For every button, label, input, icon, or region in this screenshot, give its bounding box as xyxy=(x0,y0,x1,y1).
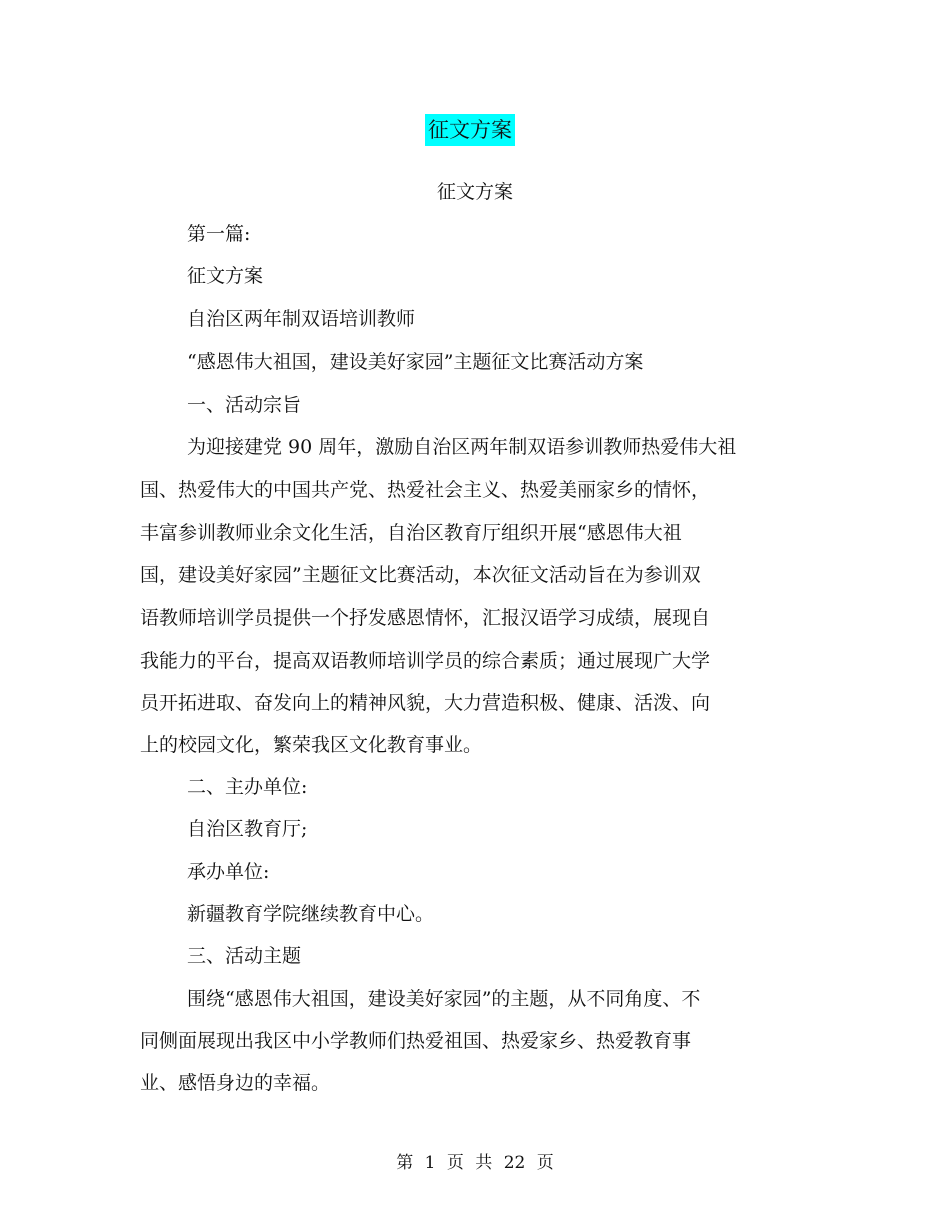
paragraph-line: 自治区两年制双语培训教师 xyxy=(187,308,416,330)
section-heading: 一、活动宗旨 xyxy=(187,394,302,416)
page-footer: 第 1 页 共 22 页 xyxy=(396,1153,554,1173)
paragraph-line: 自治区教育厅; xyxy=(187,818,308,840)
document-subtitle: 征文方案 xyxy=(436,181,513,203)
paragraph-line: 我能力的平台，提高双语教师培训学员的综合素质；通过展现广大学 xyxy=(140,650,711,672)
section-label: 第一篇: xyxy=(187,223,251,245)
section-heading: 二、主办单位: xyxy=(187,776,308,798)
paragraph-line: 承办单位: xyxy=(187,861,270,883)
paragraph-line: “感恩伟大祖国，建设美好家园”主题征文比赛活动方案 xyxy=(187,351,644,373)
paragraph-line: 围绕“感恩伟大祖国，建设美好家园”的主题，从不同角度、不 xyxy=(187,988,701,1010)
paragraph-line: 业、感悟身边的幸福。 xyxy=(140,1072,331,1094)
paragraph-line: 国，建设美好家园”主题征文比赛活动，本次征文活动旨在为参训双 xyxy=(140,564,701,586)
paragraph-line: 新疆教育学院继续教育中心。 xyxy=(187,903,435,925)
paragraph-line: 语教师培训学员提供一个抒发感恩情怀，汇报汉语学习成绩，展现自 xyxy=(140,607,711,629)
paragraph-line: 丰富参训教师业余文化生活，自治区教育厅组织开展“感恩伟大祖 xyxy=(140,522,682,544)
paragraph-line: 为迎接建党 90 周年，激励自治区两年制双语参训教师热爱伟大祖 xyxy=(187,436,737,458)
paragraph-line: 同侧面展现出我区中小学教师们热爱祖国、热爱家乡、热爱教育事 xyxy=(140,1030,692,1052)
paragraph-line: 国、热爱伟大的中国共产党、热爱社会主义、热爱美丽家乡的情怀， xyxy=(140,479,711,501)
paragraph-line: 员开拓进取、奋发向上的精神风貌，大力营造积极、健康、活泼、向 xyxy=(140,692,711,714)
highlighted-title: 征文方案 xyxy=(425,114,515,146)
paragraph-line: 征文方案 xyxy=(187,265,264,287)
section-heading: 三、活动主题 xyxy=(187,945,302,967)
paragraph-line: 上的校园文化，繁荣我区文化教育事业。 xyxy=(140,734,483,756)
